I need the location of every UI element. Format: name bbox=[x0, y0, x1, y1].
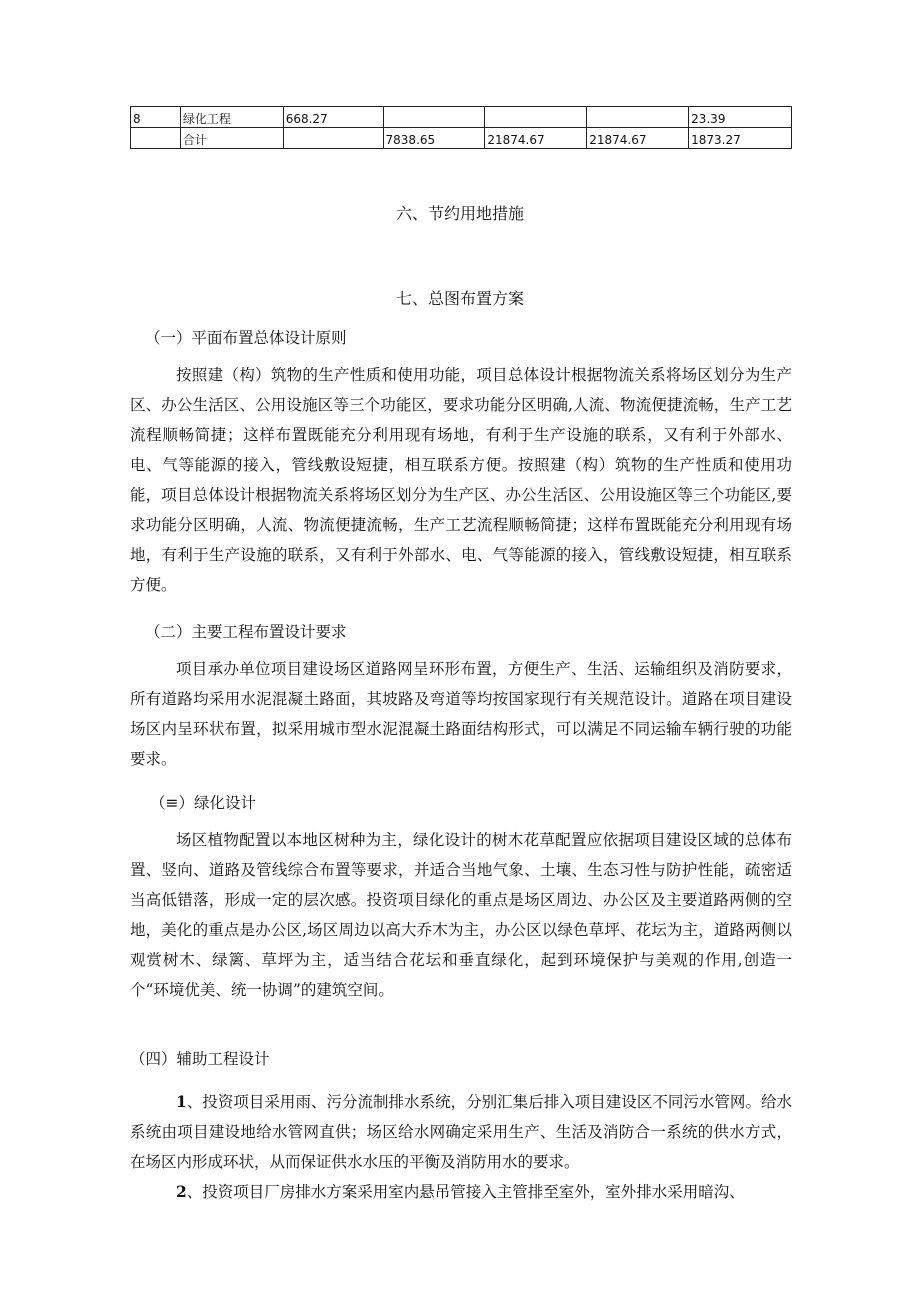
table-cell: 合计 bbox=[180, 128, 283, 149]
table-cell: 1873.27 bbox=[689, 128, 792, 149]
table-cell: 8 bbox=[131, 107, 181, 128]
list-item-text: 、投资项目采用雨、污分流制排水系统，分别汇集后排入项目建设区不同污水管网。给水系统由项目建设地给水管网直供；场区给水网确定采用生产、生活及消防合一系统的供水方式，在场区内形成环状，从而保证供水水压的平衡及消防用水的要求。 bbox=[130, 1093, 792, 1171]
table-cell bbox=[131, 128, 181, 149]
list-item-text: 、投资项目厂房排水方案采用室内悬吊管接入主管排至室外，室外排水采用暗沟、 bbox=[186, 1183, 745, 1201]
table-cell: 23.39 bbox=[689, 107, 792, 128]
table-cell bbox=[587, 107, 689, 128]
section-six-heading: 六、节约用地措施 bbox=[395, 204, 524, 223]
subsection-1-heading: （一）平面布置总体设计原则 bbox=[145, 329, 347, 347]
table-cell: 21874.67 bbox=[485, 128, 587, 149]
subsection-2-paragraph: 项目承办单位项目建设场区道路网呈环形布置，方便生产、生活、运输组织及消防要求，所有道路均采用水泥混凝土路面，其坡路及弯道等均按国家现行有关规范设计。道路在项目建设场区内呈环状布置，拟采用城市型水泥混凝土路面结构形式，可以满足不同运输车辆行驶的功能要求。 bbox=[130, 660, 792, 768]
list-item-2 bbox=[130, 1177, 792, 1207]
table-cell bbox=[283, 128, 383, 149]
list-item-number: 2 bbox=[176, 1182, 187, 1201]
section-seven-heading: 七、总图布置方案 bbox=[395, 289, 524, 308]
table-row bbox=[131, 107, 792, 128]
table-row bbox=[131, 128, 792, 149]
subsection-3-paragraph: 场区植物配置以本地区树种为主，绿化设计的树木花草配置应依据项目建设区域的总体布置、竖向、道路及管线综合布置等要求，并适合当地气象、土壤、生态习性与防护性能，疏密适当高低错落，形成一定的层次感。投资项目绿化的重点是场区周边、办公区及主要道路两侧的空地，美化的重点是办公区,场区周边以高大乔木为主，办公区以绿色草坪、花坛为主，道路两侧以观赏树木、绿篱、草坪为主，适当结合花坛和垂直绿化，起到环境保护与美观的作用,创造一个“环境优美、统一协调”的建筑空间。 bbox=[130, 831, 792, 999]
table-cell bbox=[383, 107, 485, 128]
subsection-2-heading: （二）主要工程布置设计要求 bbox=[145, 623, 347, 641]
subsection-4-heading: （四）辅助工程设计 bbox=[130, 1050, 270, 1068]
table-cell bbox=[485, 107, 587, 128]
table-cell: 绿化工程 bbox=[180, 107, 283, 128]
list-item-1 bbox=[130, 1087, 792, 1177]
table-cell: 668.27 bbox=[283, 107, 383, 128]
subsection-3-heading: （≡）绿化设计 bbox=[150, 794, 256, 812]
table-cell: 7838.65 bbox=[383, 128, 485, 149]
list-item-number: 1 bbox=[176, 1092, 187, 1111]
investment-table bbox=[130, 106, 792, 149]
subsection-1-paragraph: 按照建（构）筑物的生产性质和使用功能，项目总体设计根据物流关系将场区划分为生产区、办公生活区、公用设施区等三个功能区，要求功能分区明确,人流、物流便捷流畅，生产工艺流程顺畅简捷；这样布置既能充分利用现有场地，有利于生产设施的联系，又有利于外部水、电、气等能源的接入，管线敷设短捷，相互联系方便。按照建（构）筑物的生产性质和使用功能，项目总体设计根据物流关系将场区划分为生产区、办公生活区、公用设施区等三个功能区,要求功能分区明确，人流、物流便捷流畅，生产工艺流程顺畅简捷；这样布置既能充分利用现有场地，有利于生产设施的联系，又有利于外部水、电、气等能源的接入，管线敷设短捷，相互联系方便。 bbox=[130, 366, 792, 594]
table-cell: 21874.67 bbox=[587, 128, 689, 149]
